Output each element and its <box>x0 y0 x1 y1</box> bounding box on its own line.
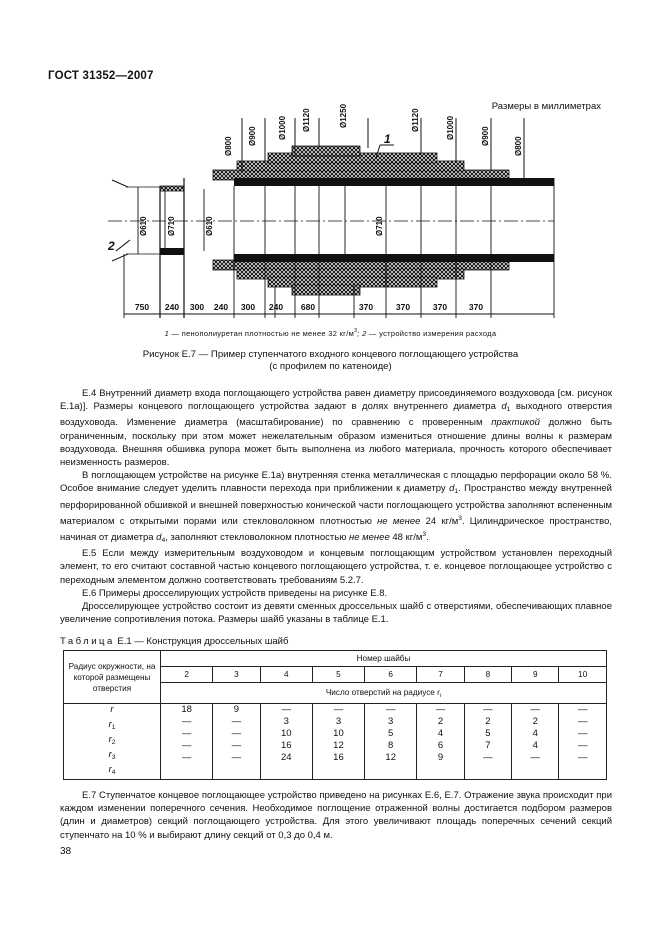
col-header: 3 <box>213 667 260 683</box>
figure-legend <box>0 328 661 338</box>
paragraph-perforation <box>60 469 612 547</box>
svg-text:Ø1000: Ø1000 <box>446 115 455 140</box>
col-header: 8 <box>464 667 511 683</box>
cell: — <box>181 752 192 763</box>
figure-caption <box>0 349 661 373</box>
document-code: ГОСТ 31352—2007 <box>48 70 154 82</box>
svg-text:Ø1250: Ø1250 <box>339 103 348 128</box>
cell: 4 <box>532 728 538 739</box>
col-4-values <box>260 704 312 780</box>
cell: 18 <box>181 704 192 715</box>
col-header: 6 <box>365 667 417 683</box>
col-header: 5 <box>312 667 364 683</box>
cell: 9 <box>233 704 240 715</box>
paragraph-e6-details: Дросселирующее устройство состоит из девяти сменных дроссельных шайб с отверстиями, обеспечивающих плавное увеличение сопротивления потока. Размеры шайб указаны в таблице Е.1. <box>60 601 612 626</box>
cell: — <box>281 704 291 715</box>
text: 24 кг/м <box>420 515 459 527</box>
col-7-values <box>417 704 464 780</box>
svg-text:1: 1 <box>384 132 391 146</box>
svg-text:Ø900: Ø900 <box>248 126 257 146</box>
cell: — <box>231 716 242 727</box>
cell: — <box>577 728 588 739</box>
svg-text:370: 370 <box>358 302 374 312</box>
subscript: 2 <box>111 739 116 746</box>
cell: 9 <box>437 752 444 763</box>
text: В поглощающем устройстве на рисунке Е.1а) внутренняя стенка металлическая с площадью перфорации около 58 %. Особое внимание следует уделить плавности перехода при приближении к диаметру <box>60 470 612 495</box>
insulation-top <box>213 146 509 180</box>
cell: 6 <box>437 740 444 751</box>
subscript: 1 <box>506 406 511 414</box>
italic-text: практикой <box>491 417 540 429</box>
cell: 7 <box>485 740 491 751</box>
text: , заполняют стекловолокном плотностью <box>165 532 349 544</box>
insulation-bottom <box>213 260 509 295</box>
svg-text:240: 240 <box>164 302 180 312</box>
section-e4 <box>60 387 612 626</box>
cell: — <box>231 728 242 739</box>
superscript: 3 <box>458 514 462 522</box>
paragraph-e4 <box>60 387 612 469</box>
cell: — <box>577 752 588 763</box>
cell: 2 <box>532 716 538 727</box>
legend-sup: 3 <box>354 328 358 334</box>
radius-label: r <box>110 704 114 715</box>
svg-text:Ø1000: Ø1000 <box>278 115 287 140</box>
cell: — <box>577 740 588 751</box>
svg-text:Ø610: Ø610 <box>205 216 214 236</box>
symbol-d: d <box>449 483 455 495</box>
col-8-values <box>464 704 511 780</box>
col-header: 10 <box>559 667 607 683</box>
col-6-values <box>365 704 417 780</box>
text: Е.4 Внутренний диаметр входа поглощающего устройства равен диаметру присоединяемого воздуховода [см. рисунок Е.1а)]. Размеры концевого поглощающего устройства задают в долях внутреннего диаметра <box>60 388 612 413</box>
italic-text: не менее <box>377 515 421 527</box>
text: 48 кг/м <box>389 532 423 544</box>
paragraph-e6: Е.6 Примеры дросселирующих устройств приведены на рисунке Е.8. <box>82 587 388 599</box>
cell: — <box>181 716 192 727</box>
col-10-values <box>559 704 607 780</box>
cell: — <box>577 704 588 715</box>
cell: 3 <box>335 716 342 727</box>
cell: 8 <box>388 740 394 751</box>
legend-num-1: 1 <box>164 329 170 338</box>
col-2-values <box>161 704 213 780</box>
text: выходного отверстия воздуховода. Изменение диаметра (масштабирование) по сравнению с проверенным <box>60 401 612 429</box>
col-header: 7 <box>417 667 464 683</box>
svg-text:370: 370 <box>432 302 448 312</box>
page-number: 38 <box>60 846 72 857</box>
row-header: Радиус окружности, на которой размещены отверстия <box>64 651 161 704</box>
radius-label: r <box>108 719 112 730</box>
caption-line-2: (с профилем по катеноиде) <box>269 361 392 372</box>
text: должно быть ограниченным, поскольку при этом может нежелательным образом измениться отношение длины волны к размерам воздуховода. Внешняя обшивка рупора может быть выполнена из любого материала, прочность которого обеспечивает неизменность размеров. <box>60 417 612 469</box>
svg-text:370: 370 <box>468 302 484 312</box>
svg-text:Ø710: Ø710 <box>167 216 176 236</box>
bottom-length-labels <box>135 302 483 312</box>
svg-text:Ø610: Ø610 <box>139 216 148 236</box>
text: . Пространство между внутренней перфорированной обшивкой и внешней поверхностью конической части поглощающего устройства заполняют вспененным материалом с открытыми порами или стекловолокном плотностью <box>60 483 612 527</box>
legend-text-2: — устройство измерения расхода <box>366 329 497 338</box>
table-caption: Е.1 — Конструкция дроссельных шайб <box>114 636 289 647</box>
cell: 24 <box>280 752 292 763</box>
subscript: 4 <box>111 769 116 776</box>
cell: — <box>333 704 344 715</box>
radius-labels <box>64 704 161 780</box>
col-header: 2 <box>161 667 213 683</box>
cell: — <box>483 752 493 763</box>
cell: 10 <box>333 728 344 739</box>
subscript: 1 <box>454 488 459 496</box>
cell: 12 <box>333 740 344 751</box>
caption-line-1: Рисунок Е.7 — Пример ступенчатого входного концевого поглощающего устройства <box>142 349 519 360</box>
superscript: 3 <box>422 531 427 539</box>
paragraph-e7: Е.7 Ступенчатое концевое поглощающее устройство приведено на рисунках Е.6, Е.7. Отражение звука происходит при каждом изменении поперечного сечения. Необходимое поглощение отраженной волны достигается подбором размеров (длин и диаметров) секций поглощающего устройства. Для этого увеличивают площадь поперечных сечений секций ступенчато на 10 % и выбирают длину секций от 0,3 до 0,4 м. <box>60 790 612 841</box>
cell: 4 <box>532 740 538 751</box>
cell: — <box>181 740 192 751</box>
subscript: i <box>439 692 442 699</box>
group-header: Номер шайбы <box>161 651 607 667</box>
radius-label: r <box>108 749 112 760</box>
subscript: 1 <box>111 724 116 731</box>
cell: 2 <box>485 716 491 727</box>
legend-text-1: — пенополиуретан плотностью не менее 32 кг/м <box>169 329 355 338</box>
text: . <box>426 532 429 544</box>
svg-text:750: 750 <box>134 302 150 312</box>
cell: — <box>231 752 242 763</box>
paragraph-e5: Е.5 Если между измерительным воздуховодом и концевым поглощающим устройством установлен переходный элемент, то его считают составной частью концевого поглощающего устройства, т. е. концевое поглощающее устройство с переходным элементом должно соответствовать требованиям 5.2.7. <box>60 548 612 586</box>
symbol-d: d <box>156 532 162 544</box>
svg-text:300: 300 <box>189 302 205 312</box>
svg-text:Ø710: Ø710 <box>375 216 384 236</box>
cell: — <box>577 716 588 727</box>
col-9-values <box>512 704 559 780</box>
text: . Цилиндрическое пространство, начиная от диаметра <box>60 515 612 544</box>
col-3-values <box>213 704 260 780</box>
cell: — <box>530 704 540 715</box>
svg-text:Ø1120: Ø1120 <box>302 108 311 132</box>
col-header: 9 <box>512 667 559 683</box>
legend-num-2: ; 2 <box>357 329 367 338</box>
col-5-values <box>312 704 364 780</box>
dimensions-note: Размеры в миллиметрах <box>491 101 601 112</box>
svg-text:240: 240 <box>213 302 229 312</box>
cell: 3 <box>283 716 289 727</box>
cell: 5 <box>388 728 394 739</box>
symbol-d: d <box>501 401 507 413</box>
cell: 10 <box>280 728 292 739</box>
cell: — <box>435 704 446 715</box>
cell: 16 <box>333 752 344 763</box>
subscript: 4 <box>161 537 166 545</box>
subscript: 3 <box>111 754 116 761</box>
cell: 3 <box>388 716 394 727</box>
cell: — <box>530 752 540 763</box>
table-body-row <box>64 704 607 780</box>
svg-text:2: 2 <box>108 239 115 253</box>
sub-header <box>161 683 607 704</box>
svg-text:300: 300 <box>240 302 256 312</box>
table-label: Таблица <box>60 636 115 647</box>
radius-label: r <box>108 764 112 775</box>
svg-text:Ø1120: Ø1120 <box>411 108 420 132</box>
cell: — <box>385 704 396 715</box>
svg-text:370: 370 <box>395 302 411 312</box>
cell: 5 <box>485 728 491 739</box>
table-e1 <box>63 650 607 780</box>
col-header: 4 <box>260 667 312 683</box>
cell: 4 <box>437 728 444 739</box>
figure-e7-drawing <box>108 103 554 323</box>
svg-text:Ø900: Ø900 <box>481 126 490 146</box>
svg-text:Ø800: Ø800 <box>224 136 233 156</box>
sub-header-text: Число отверстий на радиусе r <box>325 687 440 697</box>
cell: 16 <box>280 740 292 751</box>
radius-label: r <box>108 734 112 745</box>
cell: — <box>231 740 242 751</box>
cell: 2 <box>437 716 444 727</box>
cell: 12 <box>385 752 396 763</box>
italic-text: не менее <box>348 532 390 544</box>
svg-text:240: 240 <box>268 302 284 312</box>
svg-text:680: 680 <box>300 302 316 312</box>
section-e7 <box>60 789 612 842</box>
cell: — <box>181 728 192 739</box>
svg-text:Ø800: Ø800 <box>514 136 523 156</box>
cell: — <box>483 704 493 715</box>
table-title <box>60 636 288 647</box>
